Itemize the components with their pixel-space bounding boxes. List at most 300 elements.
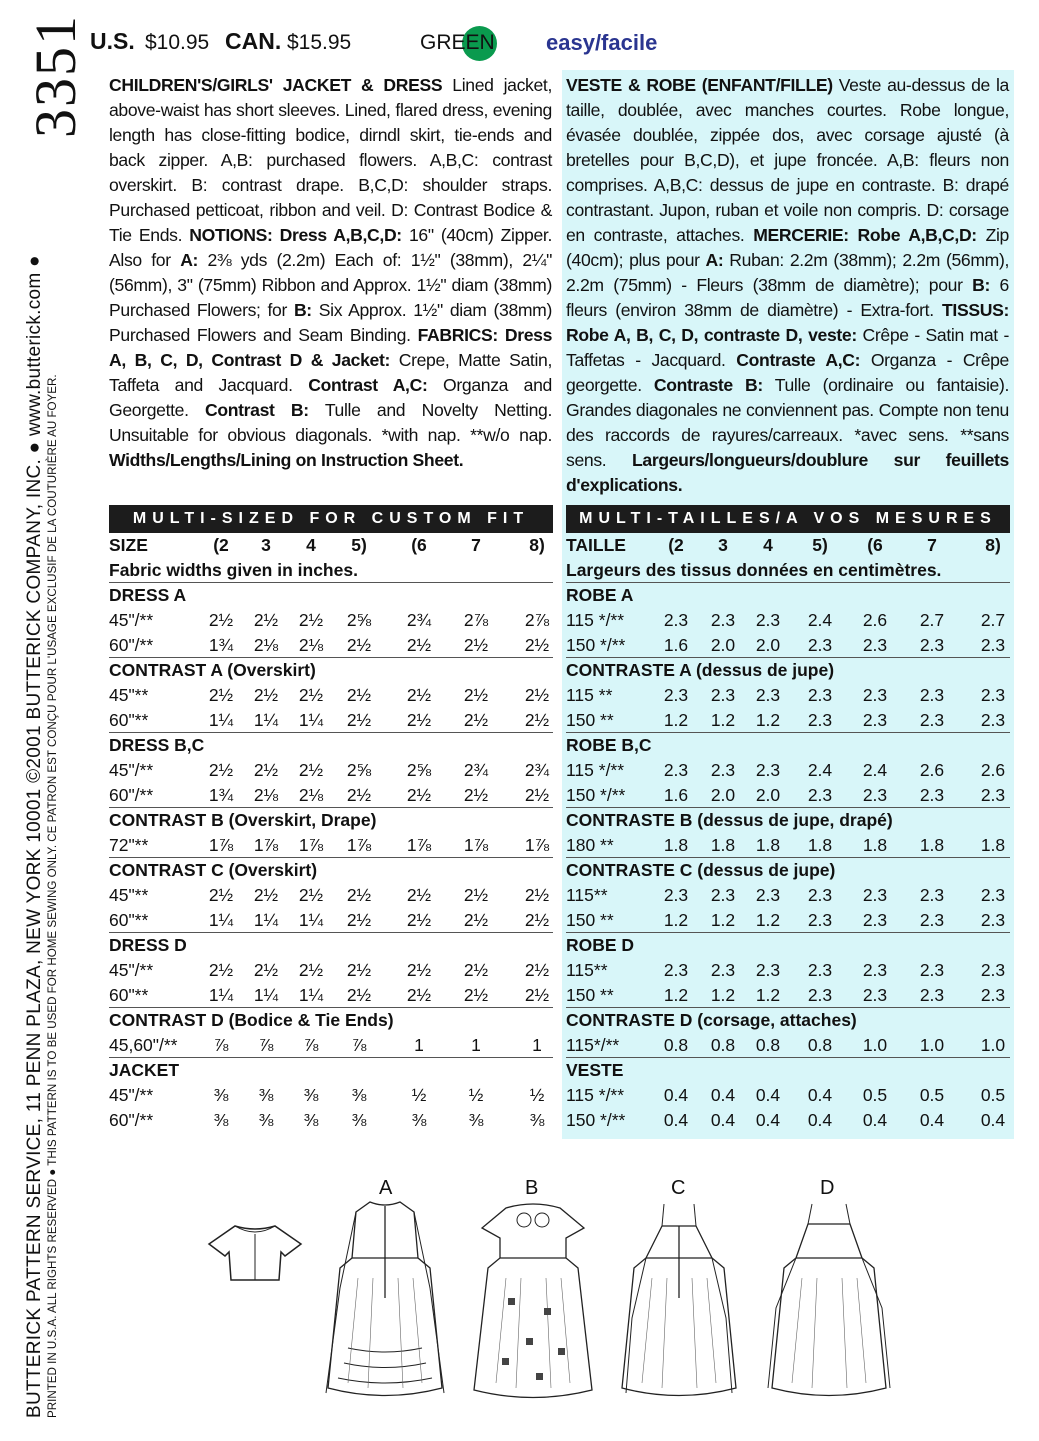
table-cell: 1⅞ (298, 835, 324, 855)
fabric-section-title-label: DRESS D (109, 935, 187, 955)
fabric-section-title (566, 808, 1010, 833)
table-cell: 2.3 (862, 635, 888, 655)
table-cell: 1¼ (298, 710, 324, 730)
table-cell: 1⅞ (463, 835, 489, 855)
table-cell: 1 (471, 1035, 481, 1055)
fabric-section-title-label: ROBE D (566, 935, 635, 955)
table-cell: ⅜ (213, 1110, 229, 1130)
table-cell: 0.4 (807, 1110, 833, 1130)
table-cell: 2.3 (710, 760, 736, 780)
description-bold-segment: B: (293, 300, 312, 320)
yardage-row-label: 150 ** (566, 985, 614, 1005)
yardage-row (109, 833, 553, 858)
fabric-section-title (566, 1058, 1010, 1083)
width-note-row (566, 558, 1010, 583)
table-cell: 2½ (463, 635, 489, 655)
yardage-row (566, 683, 1010, 708)
fabric-section-title-label: JACKET (109, 1060, 180, 1080)
table-cell: 2½ (524, 885, 550, 905)
table-cell: (6 (867, 535, 883, 555)
table-cell: 2.3 (710, 960, 736, 980)
table-cell: 2½ (463, 710, 489, 730)
table-cell: 0.4 (663, 1085, 689, 1105)
table-cell: 2.6 (919, 760, 945, 780)
yardage-row-label: 72"** (109, 835, 149, 855)
table-cell: 2½ (524, 685, 550, 705)
table-cell: 2.3 (980, 960, 1006, 980)
table-cell: 1 (414, 1035, 424, 1055)
table-cell: 2.3 (980, 685, 1006, 705)
table-cell: 2½ (346, 635, 372, 655)
description-text-segment: Zip (40cm); plus pour (566, 225, 1009, 270)
fabric-section-title (109, 1008, 553, 1033)
table-cell: 1 (532, 1035, 542, 1055)
table-cell: 2.3 (980, 885, 1006, 905)
fabric-section-title-label: CONTRASTE A (dessus de jupe) (566, 660, 835, 680)
table-cell: 2.3 (862, 785, 888, 805)
table-cell: 1¼ (208, 710, 234, 730)
yardage-row (109, 783, 553, 808)
table-cell: 2.3 (919, 960, 945, 980)
description-text-segment: Ruban: 2.2m (38mm); 2.2m (56mm), 2.2m (75mm) - Fleurs (38mm de diamètre); pour (566, 250, 1010, 295)
table-cell: 1¼ (253, 910, 279, 930)
table-cell: 2½ (406, 885, 432, 905)
yardage-row-label: 60"** (109, 985, 149, 1005)
table-cell: 2.3 (862, 685, 888, 705)
width-note-row (109, 558, 553, 583)
table-cell: 2.4 (862, 760, 888, 780)
table-cell: 0.4 (755, 1110, 781, 1130)
table-cell: 0.8 (755, 1035, 781, 1055)
table-cell: 2½ (524, 985, 550, 1005)
fabric-section-title-label: CONTRASTE C (dessus de jupe) (566, 860, 836, 880)
yardage-row (566, 1083, 1010, 1108)
table-cell: 0.4 (663, 1110, 689, 1130)
fabric-section-title (566, 858, 1010, 883)
table-cell: 1¼ (208, 910, 234, 930)
table-cell: 2½ (298, 610, 324, 630)
table-heading-french: MULTI-TAILLES/A VOS MESURES (566, 505, 1010, 533)
table-cell: 0.4 (807, 1085, 833, 1105)
description-bold-segment: FABRICS: Dress A, B, C, D, Contrast D & Jacket: (109, 325, 552, 370)
size-header-row (566, 533, 1010, 558)
table-cell: 1¼ (253, 710, 279, 730)
table-cell: 1.8 (980, 835, 1006, 855)
table-cell: 1¼ (253, 985, 279, 1005)
table-cell: 7 (927, 535, 937, 555)
table-cell: 1¼ (208, 985, 234, 1005)
yardage-row (566, 908, 1010, 933)
yardage-row (566, 783, 1010, 808)
table-cell: 1.2 (710, 710, 736, 730)
description-text-segment: Organza and Georgette. (109, 375, 552, 420)
yardage-row-label: 60"/** (109, 785, 154, 805)
yardage-row (566, 708, 1010, 733)
table-cell: 5) (812, 535, 828, 555)
dress-a-illustration (318, 1198, 453, 1408)
fabric-section-title-label: DRESS A (109, 585, 187, 605)
difficulty-label: easy/facile (546, 30, 658, 55)
table-cell: 2½ (208, 685, 234, 705)
table-cell: 2.4 (807, 760, 833, 780)
table-cell: 2½ (406, 985, 432, 1005)
width-note-row-label: Fabric widths given in inches. (109, 560, 358, 580)
description-text-segment: Veste au-dessus de la taille, doublée, avec manches courtes. Robe longue, évasée doublée, zippée dos, avec corsage ajusté (à bretelles pour B,C,D), et jupe froncée. A,B: fleurs non comprises. A,B,C: dessus de jupe en contraste. B: drapé contrastant. Jupon, ruban et voile non compris. D: corsage en contraste, attaches. (566, 75, 1009, 245)
table-cell: 2.3 (807, 985, 833, 1005)
table-cell: 1⅞ (524, 835, 550, 855)
table-cell: 2½ (346, 985, 372, 1005)
table-cell: (2 (213, 535, 229, 555)
table-cell: 2½ (406, 960, 432, 980)
yardage-row (566, 983, 1010, 1008)
table-cell: 2.3 (710, 610, 736, 630)
width-note-row-label: Largeurs des tissus données en centimètres. (566, 560, 942, 580)
table-cell: 2.6 (862, 610, 888, 630)
yardage-row (566, 1108, 1010, 1133)
table-cell: 2⅞ (463, 610, 489, 630)
table-cell: ⅞ (213, 1035, 229, 1055)
table-cell: 2½ (346, 910, 372, 930)
table-cell: 1.2 (755, 710, 781, 730)
table-cell: 2⅞ (524, 610, 550, 630)
yardage-row (109, 1083, 553, 1108)
publisher-line: BUTTERICK PATTERN SERVICE, 11 PENN PLAZA, NEW YORK 10001 ©2001 BUTTERICK COMPANY, INC. ● www.butterick.com ● (24, 255, 45, 1418)
table-cell: 5) (351, 535, 367, 555)
size-header-row-label: TAILLE (566, 535, 626, 555)
table-cell: 2½ (346, 710, 372, 730)
yardage-row-label: 45"/** (109, 960, 154, 980)
yardage-row-label: 115 */** (566, 1085, 625, 1105)
description-english (109, 73, 552, 473)
description-bold-segment: CHILDREN'S/GIRLS' JACKET & DRESS (109, 75, 443, 95)
fabric-section-title-label: CONTRAST C (Overskirt) (109, 860, 318, 880)
table-cell: 1.8 (710, 835, 736, 855)
us-price: $10.95 (145, 31, 210, 54)
jacket-illustration (205, 1222, 305, 1284)
table-cell: 2.3 (807, 685, 833, 705)
yardage-row-label: 115*/** (566, 1035, 620, 1055)
dress-b-illustration (466, 1198, 601, 1408)
table-cell: 2.3 (919, 685, 945, 705)
yardage-row-label: 115 */** (566, 760, 625, 780)
fabric-section-title (566, 658, 1010, 683)
table-cell: 1.8 (755, 835, 781, 855)
table-cell: 2.3 (919, 910, 945, 930)
fabric-section-title-label: VESTE (566, 1060, 624, 1080)
table-cell: 2.3 (919, 785, 945, 805)
description-text-segment: Tulle (ordinaire ou fantaisie). Grandes diagonales ne conviennent pas. Compte non tenu des raccords de rayures/carreaux. *avec sens. **sans sens. (566, 375, 1009, 470)
table-cell: 0.4 (755, 1085, 781, 1105)
yardage-row (566, 883, 1010, 908)
description-bold-segment: Widths/Lengths/Lining on Instruction Sheet. (109, 450, 464, 470)
description-bold-segment: Contraste A,C: (736, 350, 861, 370)
table-cell: 1.8 (919, 835, 945, 855)
table-cell: 2.3 (980, 785, 1006, 805)
table-cell: 2.3 (980, 985, 1006, 1005)
table-cell: 2.3 (862, 910, 888, 930)
description-text-segment: Organza - Crêpe georgette. (566, 350, 1009, 395)
table-cell: 2½ (406, 785, 432, 805)
description-bold-segment: Contrast B: (205, 400, 309, 420)
yardage-row (109, 958, 553, 983)
table-cell: 2.3 (663, 610, 689, 630)
table-cell: 0.5 (919, 1085, 945, 1105)
fabric-section-title-label: ROBE B,C (566, 735, 652, 755)
table-cell: 2½ (463, 910, 489, 930)
table-cell: 2⅛ (253, 635, 279, 655)
table-cell: ⅜ (303, 1110, 319, 1130)
table-cell: ⅜ (468, 1110, 484, 1130)
table-cell: 1.8 (663, 835, 689, 855)
table-cell: 1¼ (298, 910, 324, 930)
table-cell: (6 (411, 535, 427, 555)
table-cell: ⅞ (351, 1035, 367, 1055)
table-cell: 2.3 (710, 885, 736, 905)
table-cell: 1.2 (663, 985, 689, 1005)
table-cell: 2.0 (710, 635, 736, 655)
pattern-number: 3351 (23, 14, 88, 138)
table-cell: 2⅛ (298, 785, 324, 805)
fabric-section-title (566, 933, 1010, 958)
table-cell: 1.6 (663, 785, 689, 805)
yardage-row-label: 150 */** (566, 635, 626, 655)
dress-c-illustration (612, 1198, 747, 1408)
table-cell: 2.3 (755, 685, 781, 705)
yardage-row-label: 150 ** (566, 710, 614, 730)
fabric-section-title (566, 583, 1010, 608)
table-cell: 2½ (208, 610, 234, 630)
yardage-row-label: 115** (566, 960, 608, 980)
table-cell: 2.3 (663, 760, 689, 780)
table-cell: 2½ (463, 960, 489, 980)
fabric-section-title-label: ROBE A (566, 585, 634, 605)
table-cell: 4 (763, 535, 773, 555)
yardage-row (109, 608, 553, 633)
yardage-row (109, 683, 553, 708)
fabric-section-title (109, 583, 553, 608)
table-cell: 2⅛ (253, 785, 279, 805)
fabric-section-title (566, 733, 1010, 758)
table-cell: 2.3 (807, 960, 833, 980)
table-cell: 2½ (524, 960, 550, 980)
yardage-row-label: 115 */** (566, 610, 625, 630)
yardage-row (566, 608, 1010, 633)
description-bold-segment: A: (705, 250, 724, 270)
yardage-row (109, 1033, 553, 1058)
table-cell: ⅞ (303, 1035, 319, 1055)
table-cell: (2 (668, 535, 684, 555)
yardage-row-label: 45"** (109, 885, 149, 905)
description-text-segment: 6 fleurs (environ 38mm de diamètre) - Extra-fort. (566, 275, 1009, 320)
view-label-c: C (671, 1177, 686, 1199)
table-cell: 1.0 (919, 1035, 945, 1055)
table-cell: 2½ (298, 885, 324, 905)
copyright-line: PRINTED IN U.S.A. ALL RIGHTS RESERVED ● THIS PATTERN IS TO BE USED FOR HOME SEWING ONLY. CE PATRON EST CONÇU POUR L'USAGE EXCLUSIF DE LA COUTURIÈRE AU FOYER. (46, 374, 59, 1418)
description-text-segment: Lined jacket, above-waist has short sleeves. Lined, flared dress, evening length has close-fitting bodice, dirndl skirt, tie-ends and back zipper. A,B: purchased flowers. A,B,C: contrast overskirt. B: contrast drape. B,C,D: shoulder straps. Purchased petticoat, ribbon and veil. D: Contrast Bodice & Tie Ends. (109, 75, 552, 245)
table-cell: 2½ (346, 960, 372, 980)
yardage-row (109, 1108, 553, 1133)
us-label: U.S. (90, 28, 135, 54)
table-cell: ½ (411, 1085, 427, 1105)
yardage-row-label: 150 */** (566, 1110, 626, 1130)
fabric-section-title-label: DRESS B,C (109, 735, 205, 755)
table-cell: 2.6 (980, 760, 1006, 780)
description-bold-segment: Contraste B: (653, 375, 763, 395)
table-cell: 1.2 (755, 910, 781, 930)
table-cell: 0.5 (862, 1085, 888, 1105)
description-bold-segment: A: (180, 250, 199, 270)
table-cell: 2½ (346, 785, 372, 805)
table-cell: 2½ (208, 760, 234, 780)
table-cell: 2.3 (919, 985, 945, 1005)
table-cell: 0.4 (862, 1110, 888, 1130)
fabric-section-title (566, 1008, 1010, 1033)
table-cell: 2.3 (919, 885, 945, 905)
table-cell: 1.0 (862, 1035, 888, 1055)
table-cell: 2½ (253, 960, 279, 980)
yardage-row-label: 60"/** (109, 1110, 154, 1130)
yardage-row (109, 908, 553, 933)
table-cell: 2½ (253, 885, 279, 905)
table-cell: 1.2 (710, 985, 736, 1005)
yardage-row-label: 60"** (109, 710, 149, 730)
fabric-section-title-label: CONTRASTE B (dessus de jupe, drapé) (566, 810, 893, 830)
description-bold-segment: VESTE & ROBE (ENFANT/FILLE) (566, 75, 833, 95)
table-cell: 2¾ (406, 610, 432, 630)
can-price: $15.95 (287, 31, 352, 54)
table-cell: 1⅞ (406, 835, 432, 855)
size-header-row (109, 533, 553, 558)
fabric-section-title (109, 1058, 553, 1083)
description-text-segment: Crepe, Matte Satin, Taffeta and Jacquard. (109, 350, 553, 395)
table-cell: 2½ (406, 635, 432, 655)
fabric-section-title (109, 858, 553, 883)
table-cell: 0.8 (663, 1035, 689, 1055)
yardage-row-label: 115 ** (566, 685, 613, 705)
yardage-row (109, 758, 553, 783)
table-cell: 2.3 (663, 960, 689, 980)
table-cell: 2½ (298, 685, 324, 705)
description-bold-segment: TISSUS: Robe A, B, C, D, contraste D, veste: (566, 300, 1009, 345)
table-cell: 0.8 (807, 1035, 833, 1055)
table-cell: ½ (529, 1085, 545, 1105)
table-cell: 2½ (298, 760, 324, 780)
table-cell: 2½ (406, 710, 432, 730)
table-cell: 2.3 (862, 885, 888, 905)
table-cell: ⅞ (258, 1035, 274, 1055)
table-cell: 2⅝ (346, 610, 372, 630)
table-cell: 2.3 (919, 635, 945, 655)
yardage-row (109, 633, 553, 658)
table-cell: 2½ (253, 760, 279, 780)
yardage-row (566, 958, 1010, 983)
table-cell: 2½ (524, 785, 550, 805)
yardage-row-label: 115** (566, 885, 608, 905)
description-french (566, 73, 1009, 498)
table-cell: 2.3 (755, 610, 781, 630)
description-text-segment: Tulle and Novelty Netting. Unsuitable for obvious diagonals. *with nap. **w/o nap. (109, 400, 552, 445)
table-cell: 1¾ (208, 785, 234, 805)
table-cell: 2.3 (980, 710, 1006, 730)
table-cell: 2.3 (710, 685, 736, 705)
table-cell: 2.3 (755, 960, 781, 980)
yardage-row-label: 45"/** (109, 610, 154, 630)
yardage-row (566, 633, 1010, 658)
table-heading-english: MULTI-SIZED FOR CUSTOM FIT (109, 505, 553, 533)
yardage-row-label: 45"/** (109, 1085, 154, 1105)
table-cell: 2.7 (980, 610, 1006, 630)
table-cell: 2½ (208, 885, 234, 905)
table-cell: 1.8 (862, 835, 888, 855)
yardage-row-label: 150 */** (566, 785, 626, 805)
table-cell: 0.8 (710, 1035, 736, 1055)
table-cell: 2.3 (755, 885, 781, 905)
table-cell: 2.3 (862, 985, 888, 1005)
table-cell: 1.2 (663, 710, 689, 730)
table-cell: 2.3 (980, 635, 1006, 655)
table-cell: 2.3 (980, 910, 1006, 930)
table-cell: 2½ (346, 685, 372, 705)
table-cell: 2.3 (807, 910, 833, 930)
table-cell: 2.3 (807, 785, 833, 805)
table-cell: 8) (529, 535, 545, 555)
description-bold-segment: Largeurs/longueurs/doublure sur feuillets d'explications. (566, 450, 1009, 495)
table-cell: 2.3 (755, 760, 781, 780)
table-cell: 2½ (298, 960, 324, 980)
table-cell: ⅜ (529, 1110, 545, 1130)
table-cell: 2½ (463, 685, 489, 705)
table-cell: 2¾ (463, 760, 489, 780)
yardage-row (109, 883, 553, 908)
table-cell: 1¼ (298, 985, 324, 1005)
table-cell: ½ (468, 1085, 484, 1105)
table-cell: 2.0 (755, 635, 781, 655)
fabric-section-title (109, 733, 553, 758)
yardage-row (566, 758, 1010, 783)
fabric-section-title-label: CONTRASTE D (corsage, attaches) (566, 1010, 857, 1030)
table-cell: 2.3 (862, 960, 888, 980)
table-cell: 3 (261, 535, 271, 555)
table-cell: 2.3 (663, 685, 689, 705)
price-header (90, 28, 990, 58)
yardage-row-label: 60"** (109, 910, 149, 930)
dress-d-illustration (762, 1198, 897, 1408)
table-cell: ⅜ (213, 1085, 229, 1105)
table-cell: 2.0 (755, 785, 781, 805)
yardage-row (109, 983, 553, 1008)
fabric-section-title-label: CONTRAST D (Bodice & Tie Ends) (109, 1010, 394, 1030)
table-cell: 2.4 (807, 610, 833, 630)
table-cell: ⅜ (351, 1085, 367, 1105)
yardage-row (566, 1033, 1010, 1058)
table-cell: 2.3 (807, 710, 833, 730)
table-cell: 2.3 (807, 635, 833, 655)
table-cell: 2⅛ (298, 635, 324, 655)
table-cell: ⅜ (258, 1085, 274, 1105)
table-cell: 0.4 (710, 1085, 736, 1105)
fabric-section-title (109, 808, 553, 833)
table-cell: 2½ (208, 960, 234, 980)
description-bold-segment: NOTIONS: Dress A,B,C,D: (189, 225, 402, 245)
view-label-b: B (525, 1177, 539, 1199)
description-bold-segment: B: (972, 275, 991, 295)
yardage-row-label: 45,60"/** (109, 1035, 178, 1055)
table-cell: 2½ (463, 985, 489, 1005)
table-cell: 1⅞ (208, 835, 234, 855)
table-cell: 0.4 (919, 1110, 945, 1130)
yardage-row-label: 150 ** (566, 910, 614, 930)
table-cell: 2¾ (524, 760, 550, 780)
